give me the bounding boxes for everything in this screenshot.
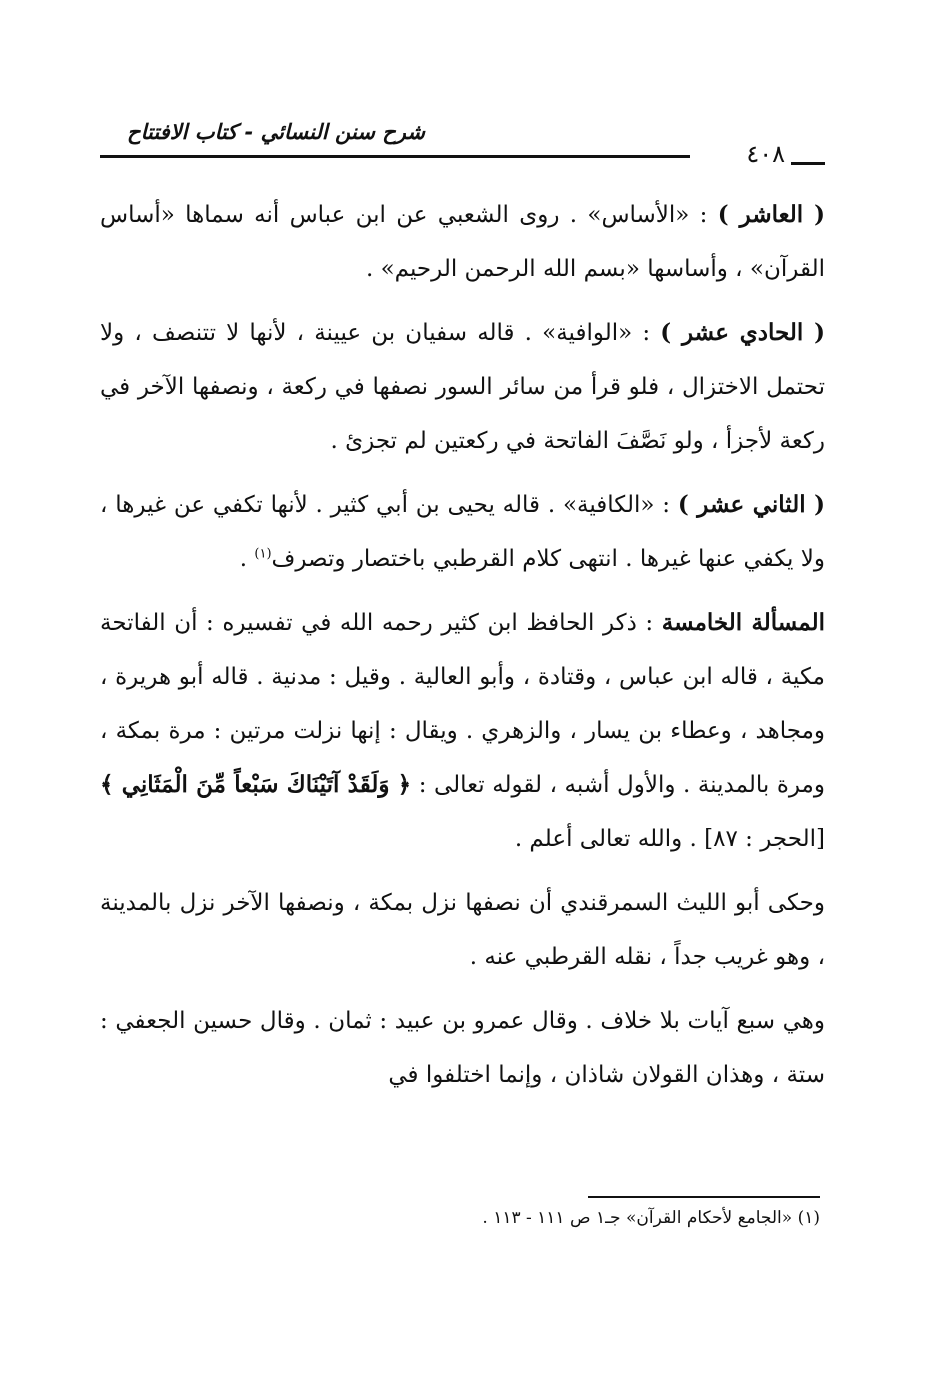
header-rule	[100, 155, 690, 158]
paragraph-twelfth	[100, 478, 825, 586]
paragraph-text: : ذكر الحافظ ابن كثير رحمه الله في تفسيره : أن الفاتحة مكية ، قاله ابن عباس ، وقتادة ، وأبو العالية . وقيل : مدنية . قاله أبو هريرة ، ومجاهد ، وعطاء بن يسار ، والزهري . ويقال : إنها نزلت مرتين : مرة بمكة ، ومرة بالمدينة . والأول أشبه ، لقوله تعالى :	[100, 610, 825, 798]
paragraph-fifth-issue	[100, 596, 825, 866]
paragraph-lead: المسألة الخامسة	[661, 609, 825, 636]
page-header	[100, 120, 825, 182]
paragraph-lead: ( الحادي عشر )	[660, 319, 825, 346]
footnote: (١) «الجامع لأحكام القرآن» جـ١ ص ١١١ - ١١٣ .	[482, 1208, 820, 1228]
paragraph-eleventh	[100, 306, 825, 468]
paragraph-lead: ( العاشر )	[717, 201, 825, 228]
paragraph-tail: .	[239, 546, 255, 572]
paragraph-tail: [الحجر : ٨٧] . والله تعالى أعلم .	[514, 826, 825, 852]
page-number: ٤٠٨	[746, 140, 785, 168]
paragraph-text: : «الأساس» . روى الشعبي عن ابن عباس أنه سماها «أساس القرآن» ، وأساسها «بسم الله الرحمن الرحيم» .	[100, 202, 825, 282]
running-title: شرح سنن النسائي - كتاب الافتتاح	[127, 120, 425, 144]
paragraph-text: : «الوافية» . قاله سفيان بن عيينة ، لأنها لا تتنصف ، ولا تحتمل الاختزال ، فلو قرأ من سائر السور نصفها في ركعة ، ونصفها الآخر في ركعة لأجزأ ، ولو نَصَّفَ الفاتحة في ركعتين لم تجزئ .	[100, 320, 825, 454]
paragraph-seven-verses	[100, 994, 825, 1102]
paragraph-lead: ( الثاني عشر )	[677, 491, 826, 518]
body-text	[100, 188, 825, 1112]
paragraph-text: وحكى أبو الليث السمرقندي أن نصفها نزل بمكة ، ونصفها الآخر نزل بالمدينة ، وهو غريب جداً ، نقله القرطبي عنه .	[100, 890, 825, 970]
paragraph-tenth	[100, 188, 825, 296]
quran-verse: ﴿ وَلَقَدْ آتَيْنَاكَ سَبْعاً مِّنَ الْمَثَانِي ﴾	[100, 771, 412, 798]
header-tick	[791, 162, 825, 165]
footnote-rule	[588, 1196, 820, 1198]
paragraph-samarqandi	[100, 876, 825, 984]
footnote-marker: (١)	[254, 546, 272, 562]
paragraph-text: وهي سبع آيات بلا خلاف . وقال عمرو بن عبيد : ثمان . وقال حسين الجعفي : ستة ، وهذان القولان شاذان ، وإنما اختلفوا في	[100, 1008, 825, 1088]
paragraph-text: : «الكافية» . قاله يحيى بن أبي كثير . لأنها تكفي عن غيرها ، ولا يكفي عنها غيرها . انتهى كلام القرطبي باختصار وتصرف	[100, 492, 825, 572]
